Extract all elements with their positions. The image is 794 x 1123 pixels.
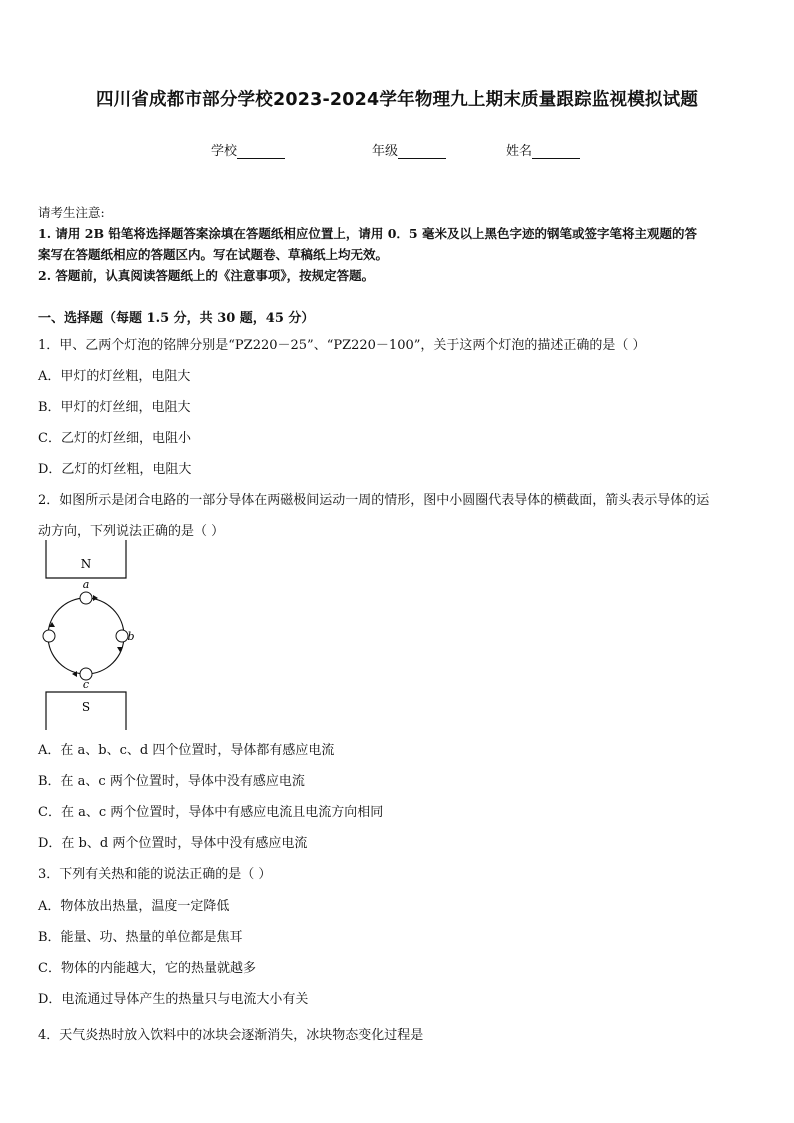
notice-item-1-line-2: 案写在答题纸相应的答题区内。写在试题卷、草稿纸上均无效。 [38, 247, 389, 262]
conductor-a [80, 592, 92, 604]
school-field [211, 140, 285, 159]
grade-label: 年级 [372, 144, 399, 159]
page-title: 四川省成都市部分学校2023-2024学年物理九上期末质量跟踪监视模拟试题 [95, 90, 699, 110]
q1-stem: 1．甲、乙两个灯泡的铭牌分别是“PZ220－25”、“PZ220－100”，关于这两个灯泡的描述正确的是（ ） [38, 338, 646, 353]
conductor-d [43, 630, 55, 642]
grade-blank [398, 144, 446, 159]
school-blank [237, 144, 285, 159]
q3-stem: 3．下列有关热和能的说法正确的是（ ） [38, 867, 272, 882]
q2-option-c: C．在 a、c 两个位置时，导体中有感应电流且电流方向相同 [38, 805, 384, 820]
point-b-label: b [127, 630, 135, 643]
q4-stem: 4．天气炎热时放入饮料中的冰块会逐渐消失，冰块物态变化过程是 [38, 1028, 424, 1043]
notice-heading: 请考生注意: [38, 205, 105, 220]
q2-option-b: B．在 a、c 两个位置时，导体中没有感应电流 [38, 774, 305, 789]
q3-option-d: D．电流通过导体产生的热量只与电流大小有关 [38, 992, 309, 1007]
q3-option-a: A．物体放出热量，温度一定降低 [38, 899, 230, 914]
point-c-label: c [82, 678, 90, 691]
point-a-label: a [82, 578, 90, 591]
south-pole-magnet [46, 692, 126, 730]
q2-stem-line-2: 动方向，下列说法正确的是（ ） [38, 524, 225, 539]
q2-stem-line-1: 2．如图所示是闭合电路的一部分导体在两磁极间运动一周的情形，图中小圆圈代表导体的横截面，箭头表示导体的运 [38, 493, 710, 508]
grade-field [372, 140, 446, 159]
q1-option-a: A．甲灯的灯丝粗，电阻大 [38, 369, 191, 384]
magnetic-field-diagram [38, 540, 138, 730]
south-pole-label: S [81, 700, 91, 714]
q3-option-b: B．能量、功、热量的单位都是焦耳 [38, 930, 243, 945]
section-heading: 一、选择题（每题 1.5 分，共 30 题，45 分） [38, 311, 315, 326]
conductor-b [116, 630, 128, 642]
q1-option-c: C．乙灯的灯丝细，电阻小 [38, 431, 191, 446]
north-pole-label: N [80, 557, 92, 571]
q3-option-c: C．物体的内能越大，它的热量就越多 [38, 961, 256, 976]
school-label: 学校 [211, 144, 238, 159]
name-field [506, 140, 580, 159]
q1-option-b: B．甲灯的灯丝细，电阻大 [38, 400, 191, 415]
notice-item-2: 2. 答题前，认真阅读答题纸上的《注意事项》，按规定答题。 [38, 268, 375, 283]
name-label: 姓名 [506, 144, 533, 159]
q1-option-d: D．乙灯的灯丝粗，电阻大 [38, 462, 192, 477]
q2-option-a: A．在 a、b、c、d 四个位置时，导体都有感应电流 [38, 743, 335, 758]
notice-item-1-line-1: 1. 请用 2B 铅笔将选择题答案涂填在答题纸相应位置上，请用 0．5 毫米及以上黑色字迹的钢笔或签字笔将主观题的答 [38, 226, 697, 241]
conductor-path-circle [48, 598, 124, 674]
name-blank [532, 144, 580, 159]
q2-option-d: D．在 b、d 两个位置时，导体中没有感应电流 [38, 836, 308, 851]
north-pole-magnet [46, 540, 126, 578]
